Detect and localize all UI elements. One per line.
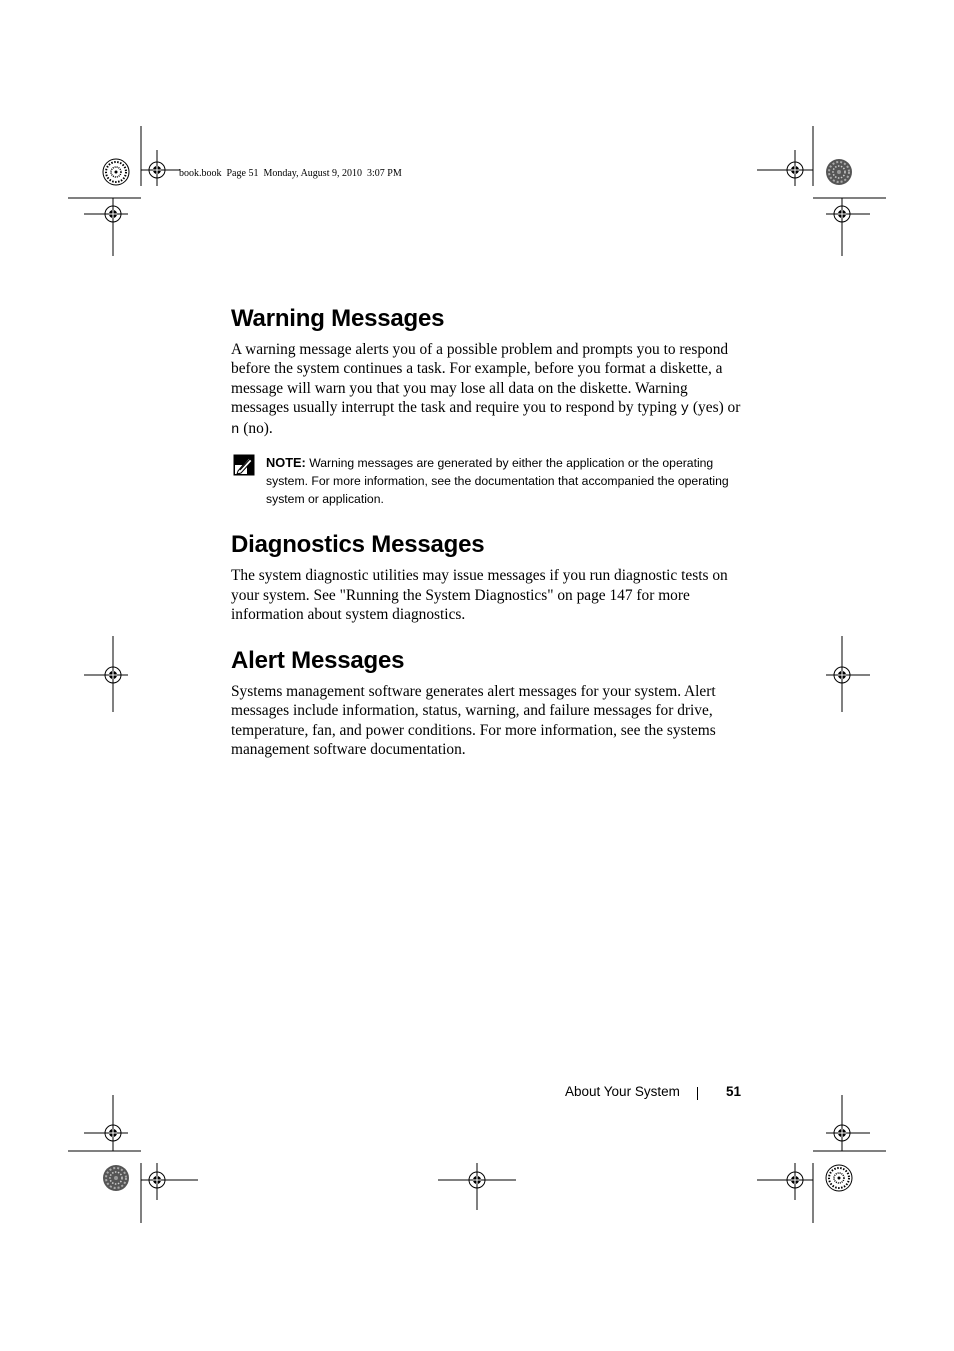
diagnostics-messages-section [231,530,746,624]
alert-messages-heading: Alert Messages [231,647,405,675]
footer-chapter-title: About Your System [565,1084,680,1099]
slug-file: book.book [179,168,222,179]
diagnostics-messages-paragraph: The system diagnostic utilities may issue messages if you run diagnostic tests on your system. See "Running the System Diagnostics" on page 147 for more information about system diagnostics. [231,567,728,623]
slug-date: Monday, August 9, 2010 [263,168,362,179]
pencil-note-icon [233,454,255,482]
print-slug [179,168,402,179]
code-n: n [231,422,240,439]
slug-time: 3:07 PM [366,168,402,179]
warning-messages-section [231,304,746,508]
note-label: NOTE: [266,455,306,471]
color-target-icon [826,1165,852,1191]
color-target-icon [103,159,129,185]
diagnostics-messages-heading: Diagnostics Messages [231,531,485,559]
note-text: Warning messages are generated by either the application or the operating system. For more information, see the documentation that accompanied the operating system or application. [266,456,729,506]
warning-messages-paragraph: A warning message alerts you of a possible problem and prompts you to respond before the system continues a task. For example, before you format a diskette, a message will warn you that you may lose all data on the diskette. Warning messages usually interrupt the task and require you to respond by typing y (yes) or n (no). [231,341,741,439]
footer-separator [697,1087,698,1100]
alert-messages-paragraph: Systems management software generates alert messages for your system. Alert messages include information, status, warning, and failure messages for drive, temperature, fan, and power conditions. For more information, see the systems management software documentation. [231,683,716,759]
page-content [231,304,746,759]
warning-messages-heading: Warning Messages [231,305,445,332]
code-y: y [680,400,690,417]
alert-messages-section [231,646,746,759]
footer-page-number: 51 [726,1084,742,1099]
note-callout [231,454,746,508]
color-target-icon [103,1165,129,1191]
slug-page: Page 51 [226,168,259,179]
color-target-icon [826,159,852,185]
